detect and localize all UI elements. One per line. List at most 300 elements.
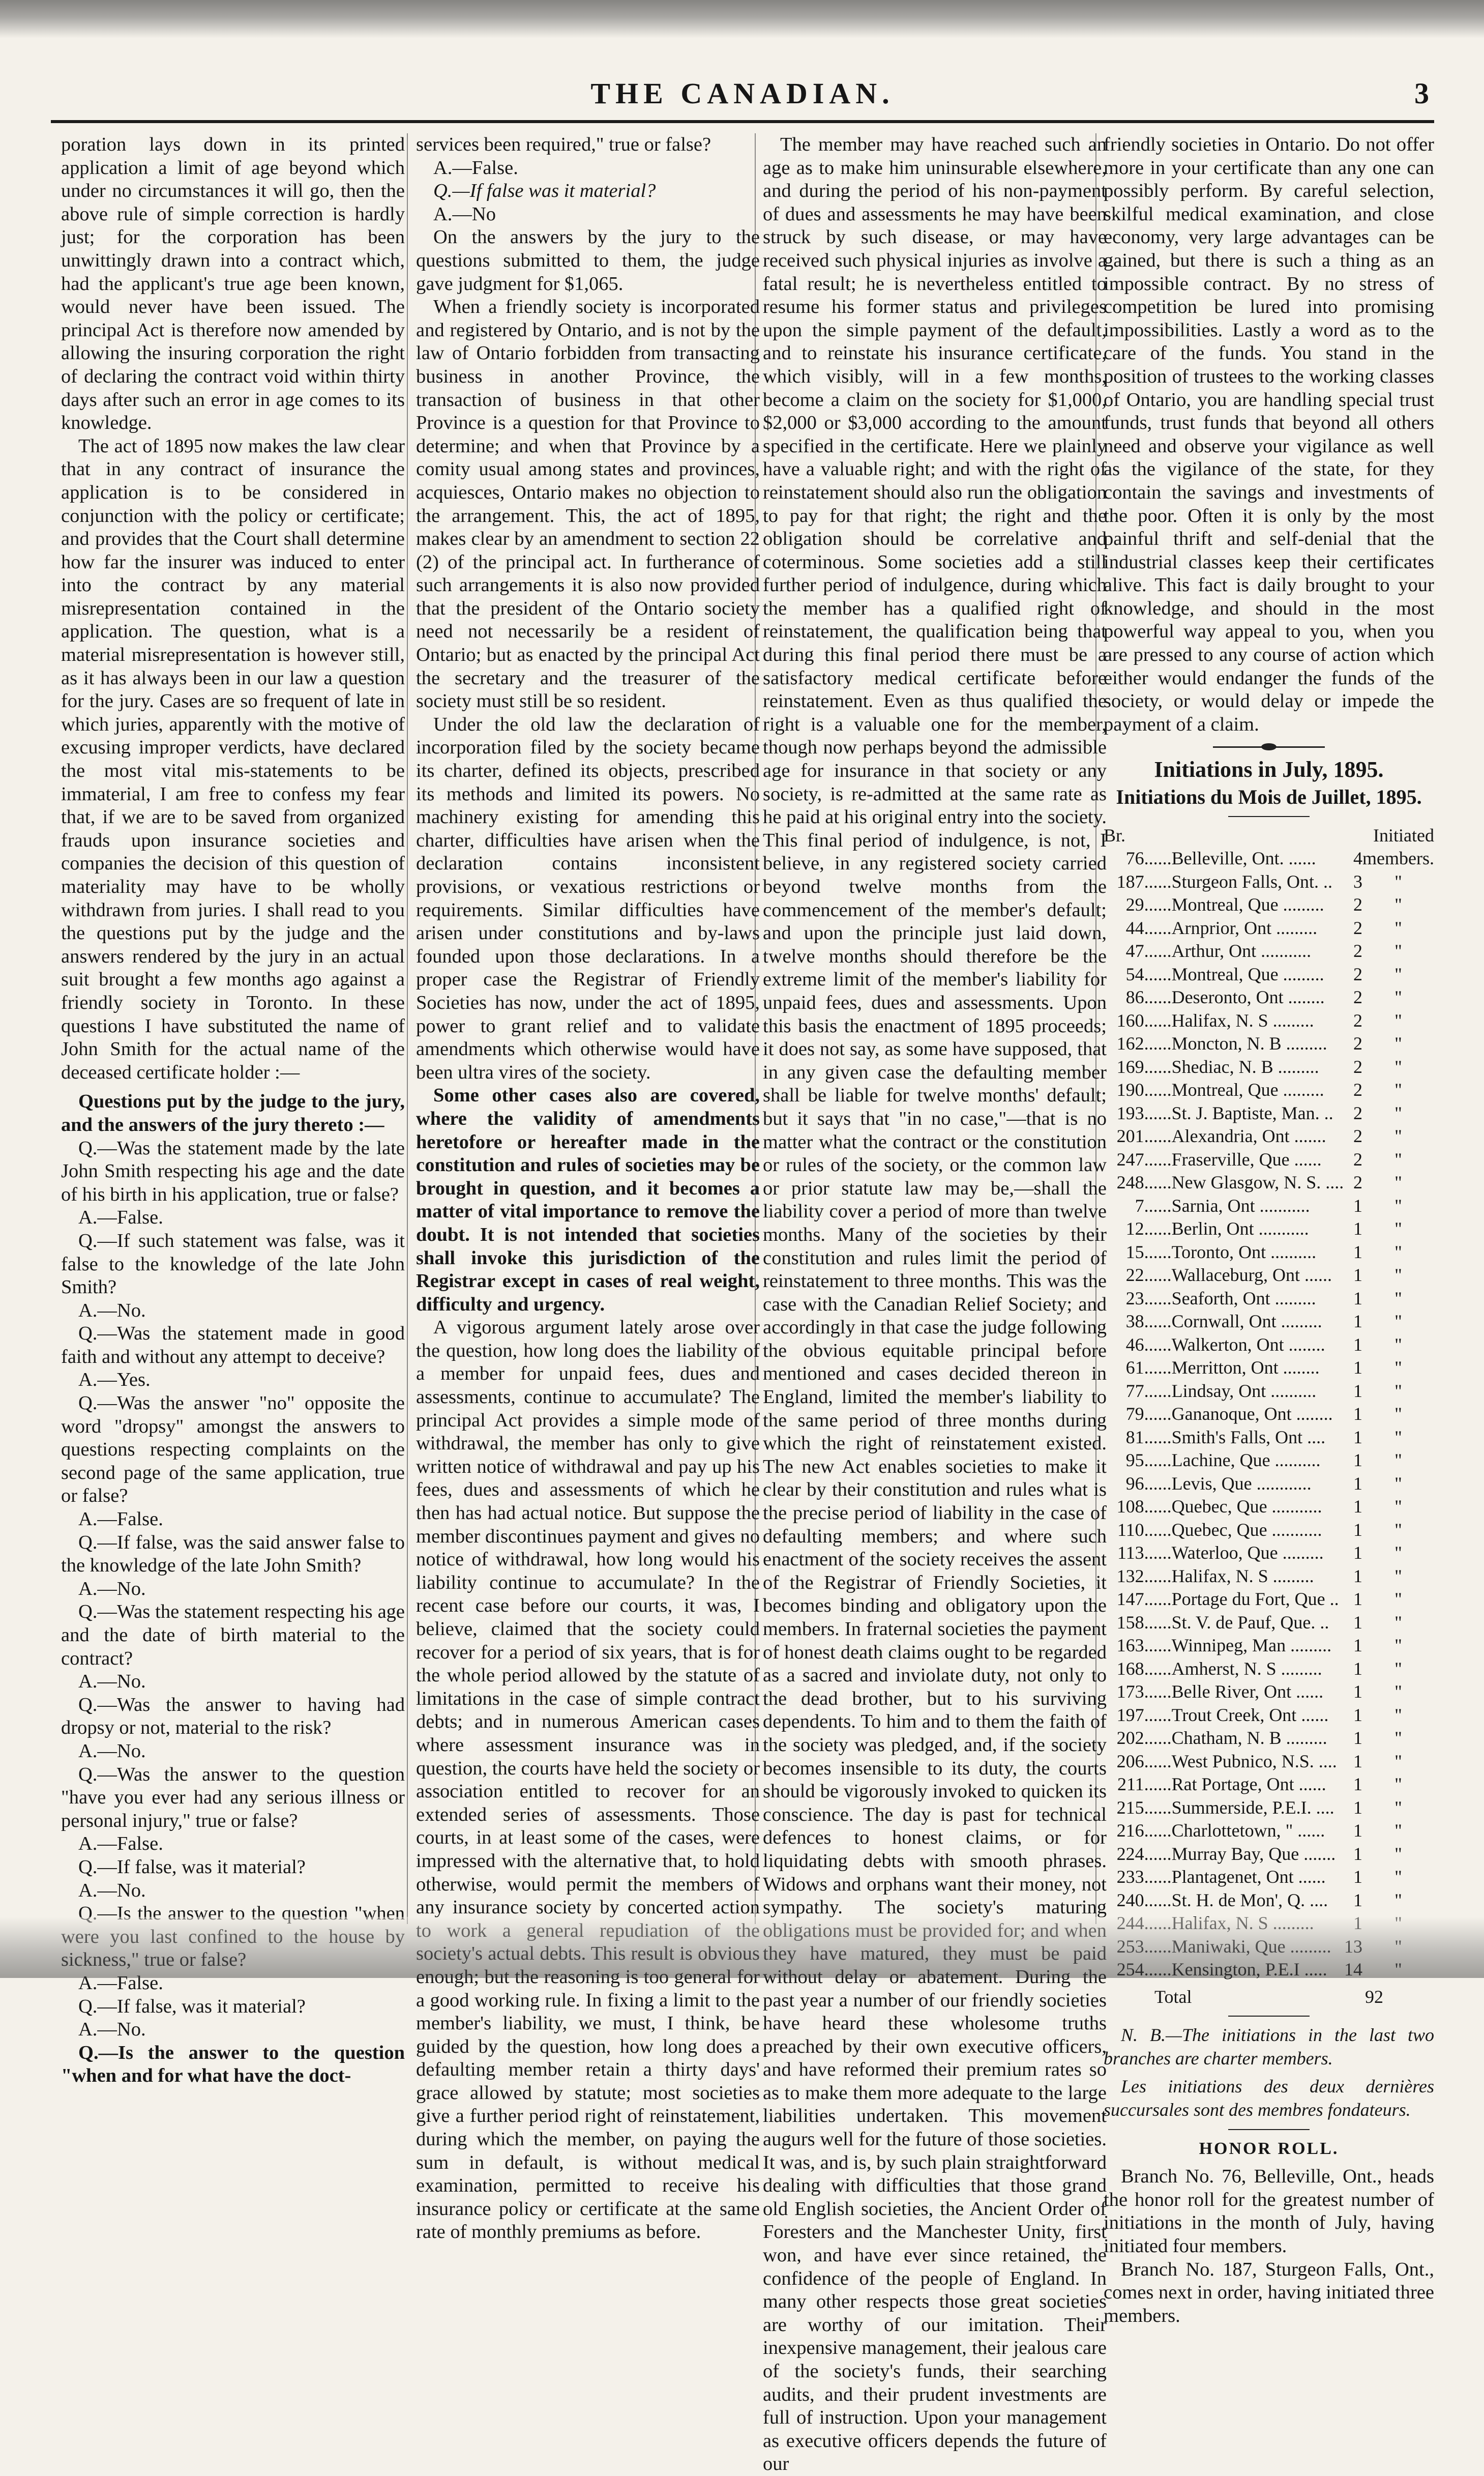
branch-place: ......Halifax, N. S ......... bbox=[1144, 1565, 1314, 1586]
question: Q.—Was the statement made by the late John Smith respecting his age and the date of his birth in his application, true or false? bbox=[61, 1137, 405, 1205]
branch-number: 216 bbox=[1116, 1820, 1144, 1841]
table-row bbox=[1104, 1541, 1434, 1565]
branch-number: 168 bbox=[1116, 1658, 1144, 1679]
initiated-count: 1 bbox=[1353, 1404, 1363, 1424]
unit-label: " bbox=[1394, 1218, 1402, 1239]
table-row bbox=[1104, 1519, 1434, 1542]
branch-place: ......Sarnia, Ont ........... bbox=[1144, 1195, 1310, 1216]
paragraph: Some other cases also are covered, where the validity of amendments heretofore or hereafter made in the constitution and rules of societies may be brought in question, and it becomes a matter of vital importance to remove the doubt. It is not intended that societies shall invoke this jurisdiction of the Registrar except in cases of real weight, difficulty and urgency. bbox=[416, 1085, 760, 1315]
table-row bbox=[1104, 1680, 1434, 1704]
branch-place: ......St. J. Baptiste, Man. .. bbox=[1144, 1102, 1333, 1123]
initiated-count: 1 bbox=[1353, 1195, 1363, 1216]
branch-place: ......Merritton, Ont ........ bbox=[1144, 1357, 1320, 1378]
table-row bbox=[1104, 917, 1434, 940]
unit-label: " bbox=[1394, 1728, 1402, 1749]
unit-label: " bbox=[1394, 894, 1402, 915]
table-row bbox=[1104, 1843, 1434, 1866]
branch-number: 240 bbox=[1116, 1889, 1144, 1910]
table-row bbox=[1104, 963, 1434, 986]
unit-label: " bbox=[1394, 1450, 1402, 1471]
branch-place: ......Murray Bay, Que ....... bbox=[1144, 1843, 1336, 1864]
question: Q.—Is the answer to the question "when were you last confined to the house by sickness," true or false? bbox=[61, 1903, 405, 1971]
table-row bbox=[1104, 1565, 1434, 1588]
unit-label: " bbox=[1394, 1589, 1402, 1610]
answer: A.—Yes. bbox=[78, 1369, 151, 1391]
initiated-count: 3 bbox=[1353, 871, 1363, 892]
unit-label: " bbox=[1394, 1102, 1402, 1123]
branch-number: 147 bbox=[1116, 1589, 1144, 1610]
column-2 bbox=[416, 133, 760, 2243]
branch-place: ......St. V. de Pauf, Que. .. bbox=[1144, 1612, 1329, 1633]
branch-place: ......Montreal, Que ......... bbox=[1144, 1080, 1324, 1100]
paragraph: The act of 1895 now makes the law clear that in any contract of insurance the application is to be considered in conjunction with the policy or certificate; and provides that the Court shall determine how far the insurer was induced to enter into the contract by any material misrepresentation contained in the application. The question, what is a material misrepresentation is however still, as it has always been in our law a question for the jury. Cases are so frequent of late in which juries, apparently with the motive of excusing improper verdicts, have declared the most vital mis-statements to be immaterial, I am free to confess my fear that, if we are to be saved from organized frauds upon insurance societies and companies the decision of this question of materiality may have to be wholly withdrawn from juries. I shall read to you the questions put by the judge and the answers rendered by the jury in an actual suit brought a few months ago against a friendly society in Toronto. In these questions I have substituted the name of John Smith for the actual name of the deceased certificate holder :— bbox=[61, 435, 405, 1083]
answer: A.—No. bbox=[78, 1879, 146, 1901]
initiated-count: 1 bbox=[1353, 1265, 1363, 1286]
branch-number: 108 bbox=[1116, 1496, 1144, 1517]
table-header-row bbox=[1104, 824, 1434, 848]
branch-number: 23 bbox=[1125, 1288, 1144, 1308]
table-row bbox=[1104, 1750, 1434, 1773]
table-row bbox=[1104, 893, 1434, 917]
table-row bbox=[1104, 1866, 1434, 1889]
paragraph: On the answers by the jury to the questions submitted to them, the judge gave judgment for $1,065. bbox=[416, 226, 760, 295]
branch-number: 215 bbox=[1116, 1797, 1144, 1818]
unit-label: " bbox=[1394, 987, 1402, 1008]
answer: A.—False. bbox=[78, 1508, 163, 1530]
table-row bbox=[1104, 870, 1434, 894]
question: Q.—Was the answer "no" opposite the word "dropsy" amongst the answers to questions respecting complaints on the second page of the same application, true or false? bbox=[61, 1392, 405, 1507]
branch-number: 160 bbox=[1116, 1010, 1144, 1031]
branch-place: ......Alexandria, Ont ....... bbox=[1144, 1126, 1326, 1147]
unit-label: " bbox=[1394, 1172, 1402, 1193]
unit-label: " bbox=[1394, 1404, 1402, 1424]
initiated-column-header: Initiated bbox=[1373, 825, 1434, 846]
table-row bbox=[1104, 940, 1434, 963]
paragraph: The member may have reached such an age as to make him uninsurable elsewhere, and during the period of his non-payment of dues and assessments he may have been struck by such disease, or may have received such physical injuries as involve a fatal result; he is nevertheless entitled to resume his former status and privileges upon the simple payment of the default, and to reinstate his insurance certificate, which visibly, will in a few months, become a claim on the society for $1,000, $2,000 or $3,000 according to the amount specified in the certificate. Here we plainly have a valuable right; and with the right of reinstatement should also run the obligation to pay for that right; the right and the obligation should be correlative and coterminous. Some societies add a still further period of indulgence, during which the member has a qualified right of reinstatement, the qualification being that during this final period there must be a satisfactory medical certificate before reinstatement. Even as thus qualified the right is a valuable one for the member, though now perhaps beyond the admissible age for insurance in that society or any society, is re-admitted at the same rate as he paid at his original entry into the society. This final period of indulgence, is not, I believe, in any registered society carried beyond twelve months from the commencement of the member's default; and upon the principle just laid down, twelve months should therefore be the extreme limit of the member's liability for unpaid fees, dues and assessments. Upon this basis the enactment of 1895 proceeds; it does not say, as some have supposed, that in any given case the defaulting member shall be liable for twelve months' default; but it says that "in no case,"—that is no matter what the contract or the constitution or rules of the society, or the common law or prior statute law may be,—shall the liability cover a period of more than twelve months. Many of the societies by their constitution and rules limit the period of reinstatement to three months. This was the case with the Canadian Relief Society; and accordingly in that case the judge following the obvious equitable principal before mentioned and cases decided thereon in England, limited the member's liability to the same period of three months during which the right of reinstatement existed. The new Act enables societies to make it clear by their constitution and rules what is the precise period of liability in the case of defaulting members; and where such enactment of the society receives the assent of the Registrar of Friendly Societies, it becomes binding and obligatory upon the members. In fraternal societies the payment of honest death claims ought to be regarded as a sacred and inviolate duty, not only to the dead brother, but to his surviving dependents. To him and to them the faith of the society was pledged, and, if the society becomes insensible to its duty, the courts should be vigorously invoked to quicken its conscience. The day is past for technical defences to honest claims, or for liquidating debts with smooth phrases. Widows and orphans want their money, not sympathy. The society's maturing obligations must be provided for; and when they have matured, they must be paid without delay or abatement. During the past year a number of our friendly societies have heard these wholesome truths preached by their own executive officers, and have reformed their premium rates so as to make them more adequate to the large liabilities undertaken. This movement augurs well for the future of those societies. It was, and is, by such plain straightforward dealing with difficulties that those grand old English societies, the Ancient Order of Foresters and the Manchester Unity, first won, and have ever since retained, the confidence of the people of England. In many other respects those great societies are worthy of our imitation. Their inexpensive management, their jealous care of the society's funds, their searching audits, and their prudent investments are full of instruction. Upon your management as executive officers depends the future of our bbox=[763, 134, 1107, 2475]
branch-number: 197 bbox=[1116, 1704, 1144, 1725]
unit-label: " bbox=[1394, 1080, 1402, 1100]
unit-label: " bbox=[1394, 1241, 1402, 1262]
initiated-count: 4 bbox=[1353, 848, 1363, 869]
branch-number: 29 bbox=[1125, 894, 1144, 915]
qa-heading: Questions put by the judge to the jury, and the answers of the jury thereto :— bbox=[61, 1091, 405, 1135]
table-row bbox=[1104, 1056, 1434, 1079]
branch-number: 247 bbox=[1116, 1149, 1144, 1170]
table-row bbox=[1104, 1333, 1434, 1357]
initiations-title: Initiations in July, 1895. bbox=[1154, 757, 1384, 782]
branch-number: 15 bbox=[1125, 1241, 1144, 1262]
section-ornament bbox=[1213, 746, 1325, 748]
question: Q.—Was the statement respecting his age and the date of birth material to the contract? bbox=[61, 1601, 405, 1669]
unit-label: " bbox=[1394, 1658, 1402, 1679]
branch-place: ......Waterloo, Que ......... bbox=[1144, 1542, 1324, 1563]
unit-label: " bbox=[1394, 1797, 1402, 1818]
table-row bbox=[1104, 1472, 1434, 1496]
divider bbox=[1228, 2016, 1310, 2017]
unit-label: " bbox=[1394, 1265, 1402, 1286]
initiated-count: 1 bbox=[1353, 1426, 1363, 1447]
initiated-count: 1 bbox=[1353, 1565, 1363, 1586]
branch-place: ......Amherst, N. S ......... bbox=[1144, 1658, 1322, 1679]
question: Q.—If false, was it material? bbox=[78, 1856, 306, 1878]
branch-place: ......Maniwaki, Que ......... bbox=[1144, 1936, 1331, 1957]
table-row bbox=[1104, 1195, 1434, 1218]
initiated-count: 1 bbox=[1353, 1473, 1363, 1494]
branch-place: ......Smith's Falls, Ont .... bbox=[1144, 1426, 1326, 1447]
initiated-count: 1 bbox=[1353, 1704, 1363, 1725]
branch-number: 169 bbox=[1116, 1056, 1144, 1077]
table-row bbox=[1104, 1727, 1434, 1750]
unit-label: " bbox=[1394, 1357, 1402, 1378]
branch-place: ......Quebec, Que ........... bbox=[1144, 1519, 1322, 1540]
branch-place: ......Montreal, Que ......... bbox=[1144, 964, 1324, 984]
masthead bbox=[51, 76, 1434, 114]
branch-number: 38 bbox=[1125, 1311, 1144, 1332]
branch-place: ......Trout Creek, Ont ...... bbox=[1144, 1704, 1329, 1725]
initiated-count: 1 bbox=[1353, 1241, 1363, 1262]
branch-place: ......Walkerton, Ont ........ bbox=[1144, 1334, 1325, 1355]
unit-label: " bbox=[1394, 1959, 1402, 1980]
initiated-count: 1 bbox=[1353, 1519, 1363, 1540]
initiated-count: 13 bbox=[1344, 1936, 1363, 1957]
branch-number: 162 bbox=[1116, 1033, 1144, 1054]
paragraph: Q.—If false was it material? bbox=[433, 180, 656, 202]
question: Q.—Was the statement made in good faith and without any attempt to deceive? bbox=[61, 1323, 405, 1367]
branch-place: ......Belle River, Ont ...... bbox=[1144, 1681, 1324, 1702]
branch-number: 79 bbox=[1125, 1404, 1144, 1424]
unit-label: " bbox=[1394, 1681, 1402, 1702]
question: Q.—If false, was the said answer false to the knowledge of the late John Smith? bbox=[61, 1531, 405, 1577]
branch-number: 47 bbox=[1125, 941, 1144, 962]
column-1 bbox=[61, 133, 405, 2087]
answer: A.—False. bbox=[78, 1972, 163, 1994]
table-row bbox=[1104, 1356, 1434, 1380]
unit-label: " bbox=[1394, 1010, 1402, 1031]
table-row bbox=[1104, 1148, 1434, 1172]
branch-place: ......Moncton, N. B ......... bbox=[1144, 1033, 1327, 1054]
branch-place: ......Plantagenet, Ont ...... bbox=[1144, 1867, 1326, 1887]
branch-number: 46 bbox=[1125, 1334, 1144, 1355]
table-row bbox=[1104, 847, 1434, 870]
initiated-count: 2 bbox=[1353, 1126, 1363, 1147]
unit-label: " bbox=[1394, 1380, 1402, 1401]
branch-number: 253 bbox=[1116, 1936, 1144, 1957]
initiated-count: 2 bbox=[1353, 1149, 1363, 1170]
table-row bbox=[1104, 1773, 1434, 1796]
paragraph: Under the old law the declaration of incorporation filed by the society became its charter, defined its objects, prescribed its methods and limited its powers. No machinery existing for amending this charter, difficulties have arisen when the declaration contains inconsistent provisions, or vexatious restrictions or requirements. Similar difficulties have arisen under constitutions and by-laws founded upon those declarations. In a proper case the Registrar of Friendly Societies has now, under the act of 1895, power to grant relief and to validate amendments which otherwise would have been ultra vires of the society. bbox=[416, 713, 760, 1083]
page-number: 3 bbox=[1414, 77, 1429, 110]
table-row bbox=[1104, 1079, 1434, 1102]
question: Q.—If false, was it material? bbox=[78, 1995, 306, 2017]
initiated-count: 1 bbox=[1353, 1681, 1363, 1702]
unit-label: " bbox=[1394, 941, 1402, 962]
initiations-title-french: Initiations du Mois de Juillet, 1895. bbox=[1116, 785, 1422, 809]
initiated-count: 2 bbox=[1353, 1172, 1363, 1193]
branch-number: 95 bbox=[1125, 1450, 1144, 1471]
branch-number: 158 bbox=[1116, 1612, 1144, 1633]
branch-place: ......West Pubnico, N.S. .... bbox=[1144, 1751, 1337, 1771]
divider bbox=[1228, 2129, 1310, 2130]
initiated-count: 1 bbox=[1353, 1380, 1363, 1401]
unit-label: " bbox=[1394, 1149, 1402, 1170]
note-french: Les initiations des deux dernières succursales sont des membres fondateurs. bbox=[1104, 2076, 1434, 2120]
branch-place: ......Toronto, Ont .......... bbox=[1144, 1241, 1317, 1262]
initiated-count: 1 bbox=[1353, 1797, 1363, 1818]
branch-place: ......Charlottetown, " ...... bbox=[1144, 1820, 1325, 1841]
branch-place: ......Shediac, N. B ......... bbox=[1144, 1056, 1319, 1077]
initiated-count: 2 bbox=[1353, 917, 1363, 938]
initiated-count: 2 bbox=[1353, 964, 1363, 984]
answer: A.—No. bbox=[78, 1671, 146, 1693]
unit-label: " bbox=[1394, 1867, 1402, 1887]
branch-number: 7 bbox=[1135, 1195, 1144, 1216]
initiated-count: 1 bbox=[1353, 1843, 1363, 1864]
branch-place: ......Montreal, Que ......... bbox=[1144, 894, 1324, 915]
initiated-count: 1 bbox=[1353, 1635, 1363, 1656]
unit-label: " bbox=[1394, 1889, 1402, 1910]
initiated-count: 14 bbox=[1344, 1959, 1363, 1980]
initiated-count: 1 bbox=[1353, 1867, 1363, 1887]
branch-place: ......St. H. de Mon', Q. .... bbox=[1144, 1889, 1328, 1910]
initiated-count: 1 bbox=[1353, 1589, 1363, 1610]
initiations-rows bbox=[1104, 847, 1434, 1982]
branch-place: ......Summerside, P.E.I. .... bbox=[1144, 1797, 1334, 1818]
unit-label: " bbox=[1394, 1195, 1402, 1216]
branch-number: 211 bbox=[1117, 1774, 1144, 1795]
branch-number: 61 bbox=[1125, 1357, 1144, 1378]
initiated-count: 1 bbox=[1353, 1913, 1363, 1934]
paragraph: Branch No. 76, Belleville, Ont., heads the honor roll for the greatest number of initiations in the month of July, having initiated four members. bbox=[1104, 2166, 1434, 2257]
branch-place: ......Kensington, P.E.I ..... bbox=[1144, 1959, 1327, 1980]
table-row bbox=[1104, 1634, 1434, 1657]
unit-label: " bbox=[1394, 1126, 1402, 1147]
table-row bbox=[1104, 1241, 1434, 1264]
branch-number: 202 bbox=[1116, 1728, 1144, 1749]
question: Q.—Is the answer to the question "when and for what have the doct- bbox=[61, 2042, 405, 2087]
initiated-count: 1 bbox=[1353, 1658, 1363, 1679]
page-bottom-edge bbox=[0, 1917, 1484, 1978]
paragraph: A vigorous argument lately arose over the question, how long does the liability of a member for unpaid fees, dues and assessments, continue to accumulate? The principal Act provides a simple mode of withdrawal, the member has only to give written notice of withdrawal and pay up his fees, dues and assessments of which he then has had actual notice. But suppose the member discontinues payment and gives no notice of withdrawal, how long would his liability continue to accumulate? In the recent case before our courts, it was, I believe, claimed that the society could recover for a period of six years, that is for the whole period allowed by the statute of limitations in the case of simple contract debts; and in numerous American cases where assessment insurance was in question, the courts have held the society or association entitled to recover for an extended series of assessments. Those courts, in at least some of the cases, were impressed with the alternative that, to hold otherwise, would permit the members of any insurance society by concerted action to work a general repudiation of the society's actual debts. This result is obvious enough; but the reasoning is too general for a good working rule. In fixing a limit to the member's liability, we must, I think, be guided by the question, how long does a defaulting member retain a thirty days' grace allowed by statute; most societies give a further period right of reinstatement, during which the member, on paying the sum in default, is without medical examination, permitted to receive his insurance policy or certificate at the same rate of monthly premiums as before. bbox=[416, 1317, 760, 2243]
column-3 bbox=[763, 133, 1107, 2475]
unit-label: " bbox=[1394, 1774, 1402, 1795]
table-row bbox=[1104, 1495, 1434, 1519]
branch-number: 248 bbox=[1116, 1172, 1144, 1193]
branch-number: 163 bbox=[1116, 1635, 1144, 1656]
unit-label: " bbox=[1394, 917, 1402, 938]
branch-place: ......Halifax, N. S ......... bbox=[1144, 1913, 1314, 1934]
paragraph: services been required," true or false? bbox=[416, 134, 711, 155]
unit-label: " bbox=[1394, 1820, 1402, 1841]
table-row bbox=[1104, 1611, 1434, 1635]
initiated-count: 1 bbox=[1353, 1820, 1363, 1841]
unit-label: " bbox=[1394, 1913, 1402, 1934]
branch-place: ......Sturgeon Falls, Ont. .. bbox=[1144, 871, 1332, 892]
unit-label: " bbox=[1394, 1288, 1402, 1308]
branch-number: 77 bbox=[1125, 1380, 1144, 1401]
unit-label: " bbox=[1394, 871, 1402, 892]
table-row bbox=[1104, 1796, 1434, 1820]
branch-number: 81 bbox=[1125, 1426, 1144, 1447]
branch-place: ......Quebec, Que ........... bbox=[1144, 1496, 1322, 1517]
initiated-count: 2 bbox=[1353, 1080, 1363, 1100]
column-4 bbox=[1104, 133, 1434, 2326]
initiated-count: 1 bbox=[1353, 1288, 1363, 1308]
initiations-table bbox=[1104, 824, 1434, 1982]
branch-number: 187 bbox=[1116, 871, 1144, 892]
answer: A.—No. bbox=[78, 1578, 146, 1599]
branch-place: ......Cornwall, Ont ......... bbox=[1144, 1311, 1322, 1332]
unit-label: " bbox=[1394, 1496, 1402, 1517]
answer: A.—No. bbox=[78, 2019, 146, 2041]
note-english: N. B.—The initiations in the last two branches are charter members. bbox=[1104, 2025, 1434, 2069]
branch-number: 110 bbox=[1117, 1519, 1144, 1540]
branch-place: ......Arthur, Ont ........... bbox=[1144, 941, 1312, 962]
paragraph: A.—No bbox=[433, 203, 496, 225]
branch-number: 86 bbox=[1125, 987, 1144, 1008]
branch-place: ......Belleville, Ont. ...... bbox=[1144, 848, 1316, 869]
question: Q.—Was the answer to the question "have you ever had any serious illness or personal injury," true or false? bbox=[61, 1763, 405, 1831]
table-row bbox=[1104, 1588, 1434, 1611]
branch-number: 44 bbox=[1125, 917, 1144, 938]
branch-number: 113 bbox=[1117, 1542, 1144, 1563]
unit-label: " bbox=[1394, 1704, 1402, 1725]
branch-place: ......Arnprior, Ont ......... bbox=[1144, 917, 1318, 938]
table-row bbox=[1104, 1380, 1434, 1403]
table-row bbox=[1104, 1819, 1434, 1843]
column-divider bbox=[407, 133, 408, 1924]
table-row bbox=[1104, 1217, 1434, 1241]
initiated-count: 1 bbox=[1353, 1311, 1363, 1332]
unit-label: " bbox=[1394, 1843, 1402, 1864]
table-row bbox=[1104, 1032, 1434, 1056]
initiated-count: 2 bbox=[1353, 1010, 1363, 1031]
question: Q.—Was the answer to having had dropsy or not, material to the risk? bbox=[61, 1694, 405, 1739]
unit-label: " bbox=[1394, 1542, 1402, 1563]
unit-label: " bbox=[1394, 1519, 1402, 1540]
table-row bbox=[1104, 1426, 1434, 1449]
table-row bbox=[1104, 1310, 1434, 1333]
total-label: Total bbox=[1154, 1986, 1192, 2007]
initiated-count: 1 bbox=[1353, 1612, 1363, 1633]
paragraph: A.—False. bbox=[433, 157, 518, 179]
branch-place: ......Portage du Fort, Que .. bbox=[1144, 1589, 1339, 1610]
unit-label: members. bbox=[1362, 848, 1434, 869]
branch-number: 233 bbox=[1116, 1867, 1144, 1887]
branch-number: 54 bbox=[1125, 964, 1144, 984]
branch-place: ......Lachine, Que .......... bbox=[1144, 1450, 1321, 1471]
table-row bbox=[1104, 986, 1434, 1009]
branch-place: ......Lindsay, Ont .......... bbox=[1144, 1380, 1317, 1401]
unit-label: " bbox=[1394, 1334, 1402, 1355]
total-row bbox=[1104, 1986, 1434, 2009]
branch-number: 190 bbox=[1116, 1080, 1144, 1100]
branch-place: ......Deseronto, Ont ........ bbox=[1144, 987, 1325, 1008]
honor-roll-title: HONOR ROLL. bbox=[1199, 2139, 1339, 2158]
branch-place: ......Rat Portage, Ont ...... bbox=[1144, 1774, 1326, 1795]
branch-number: 132 bbox=[1116, 1565, 1144, 1586]
branch-number: 244 bbox=[1116, 1913, 1144, 1934]
divider bbox=[1228, 816, 1310, 817]
answer: A.—No. bbox=[78, 1740, 146, 1762]
branch-place: ......Gananoque, Ont ........ bbox=[1144, 1404, 1333, 1424]
branch-place: ......Halifax, N. S ......... bbox=[1144, 1010, 1314, 1031]
paragraph: friendly societies in Ontario. Do not offer more in your certificate than any one can possibly perform. By careful selection, skilful medical examination, and close economy, very large advantages can be gained, but there is such a thing as an impossible contract. By no stress of competition be lured into promising impossibilities. Lastly a word as to the care of the funds. You stand in the position of trustees to the working classes of Ontario, you are handling special trust funds, trust funds that beyond all others need and observe your vigilance as well as the vigilance of the state, for they contain the savings and investments of the poor. Often it is only by the most painful thrift and self-denial that the industrial classes keep their certificates alive. This fact is daily brought to your knowledge, and should in the most powerful way appeal to you, when you are pressed to any course of action which either would endanger the funds of the society, or would delay or impede the payment of a claim. bbox=[1104, 134, 1434, 735]
initiated-count: 1 bbox=[1353, 1774, 1363, 1795]
table-row bbox=[1104, 1403, 1434, 1426]
table-row bbox=[1104, 1287, 1434, 1310]
branch-number: 96 bbox=[1125, 1473, 1144, 1494]
unit-label: " bbox=[1394, 1612, 1402, 1633]
answer: A.—No. bbox=[78, 1299, 146, 1321]
newspaper-title: THE CANADIAN. bbox=[590, 77, 895, 110]
initiated-count: 1 bbox=[1353, 1357, 1363, 1378]
branch-place: ......Wallaceburg, Ont ...... bbox=[1144, 1265, 1332, 1286]
paragraph: poration lays down in its printed application a limit of age beyond which under no circumstances it will go, then the above rule of simple correction is hardly just; for the corporation has been unwittingly drawn into a contract which, had the applicant's true age been known, would never have been issued. The principal Act is therefore now amended by allowing the insuring corporation the right of declaring the contract void within thirty days after such an error in age comes to its knowledge. bbox=[61, 134, 405, 434]
unit-label: " bbox=[1394, 1936, 1402, 1957]
initiated-count: 2 bbox=[1353, 987, 1363, 1008]
branch-number: 12 bbox=[1125, 1218, 1144, 1239]
branch-place: ......Winnipeg, Man ......... bbox=[1144, 1635, 1332, 1656]
table-row bbox=[1104, 1009, 1434, 1033]
unit-label: " bbox=[1394, 1635, 1402, 1656]
initiated-count: 2 bbox=[1353, 941, 1363, 962]
initiated-count: 2 bbox=[1353, 1102, 1363, 1123]
initiated-count: 1 bbox=[1353, 1542, 1363, 1563]
branch-number: 193 bbox=[1116, 1102, 1144, 1123]
page-top-edge bbox=[0, 0, 1484, 38]
answer: A.—False. bbox=[78, 1833, 163, 1855]
initiated-count: 2 bbox=[1353, 894, 1363, 915]
paragraph: Branch No. 187, Sturgeon Falls, Ont., comes next in order, having initiated three members. bbox=[1104, 2258, 1434, 2326]
initiated-count: 1 bbox=[1353, 1728, 1363, 1749]
branch-number: 22 bbox=[1125, 1265, 1144, 1286]
branch-place: ......Fraserville, Que ...... bbox=[1144, 1149, 1322, 1170]
unit-label: " bbox=[1394, 964, 1402, 984]
table-row bbox=[1104, 1449, 1434, 1472]
header-rule bbox=[51, 120, 1434, 123]
initiated-count: 1 bbox=[1353, 1751, 1363, 1771]
branch-number: 173 bbox=[1116, 1681, 1144, 1702]
table-row bbox=[1104, 1264, 1434, 1287]
table-row bbox=[1104, 1171, 1434, 1195]
initiated-count: 1 bbox=[1353, 1334, 1363, 1355]
answer: A.—False. bbox=[78, 1207, 163, 1229]
unit-label: " bbox=[1394, 1565, 1402, 1586]
initiated-count: 2 bbox=[1353, 1033, 1363, 1054]
branch-number: 206 bbox=[1116, 1751, 1144, 1771]
unit-label: " bbox=[1394, 1426, 1402, 1447]
paragraph: When a friendly society is incorporated and registered by Ontario, and is not by the law of Ontario forbidden from transacting business in another Province, the transaction of business in that other Province is a question for that Province to determine; and when that Province by a comity usual among states and provinces, acquiesces, Ontario makes no objection to the arrangement. This, the act of 1895, makes clear by an amendment to section 22 (2) of the principal act. In furtherance of such arrangements it is also now provided that the president of the Ontario society need not necessarily be a resident of Ontario; but as enacted by the principal Act the secretary and the treasurer of the society must still be so resident. bbox=[416, 296, 760, 712]
branch-number: 201 bbox=[1116, 1126, 1144, 1147]
table-row bbox=[1104, 1125, 1434, 1148]
initiated-count: 1 bbox=[1353, 1496, 1363, 1517]
initiated-count: 1 bbox=[1353, 1450, 1363, 1471]
branch-place: ......New Glasgow, N. S. .... bbox=[1144, 1172, 1344, 1193]
branch-number: 254 bbox=[1116, 1959, 1144, 1980]
branch-place: ......Berlin, Ont ........... bbox=[1144, 1218, 1309, 1239]
branch-place: ......Seaforth, Ont ......... bbox=[1144, 1288, 1316, 1308]
branch-place: ......Levis, Que ............ bbox=[1144, 1473, 1312, 1494]
unit-label: " bbox=[1394, 1033, 1402, 1054]
initiated-count: 2 bbox=[1353, 1056, 1363, 1077]
unit-label: " bbox=[1394, 1473, 1402, 1494]
table-row bbox=[1104, 1704, 1434, 1727]
table-row bbox=[1104, 1657, 1434, 1681]
branch-number: 224 bbox=[1116, 1843, 1144, 1864]
table-row bbox=[1104, 1889, 1434, 1912]
unit-label: " bbox=[1394, 1056, 1402, 1077]
unit-label: " bbox=[1394, 1311, 1402, 1332]
